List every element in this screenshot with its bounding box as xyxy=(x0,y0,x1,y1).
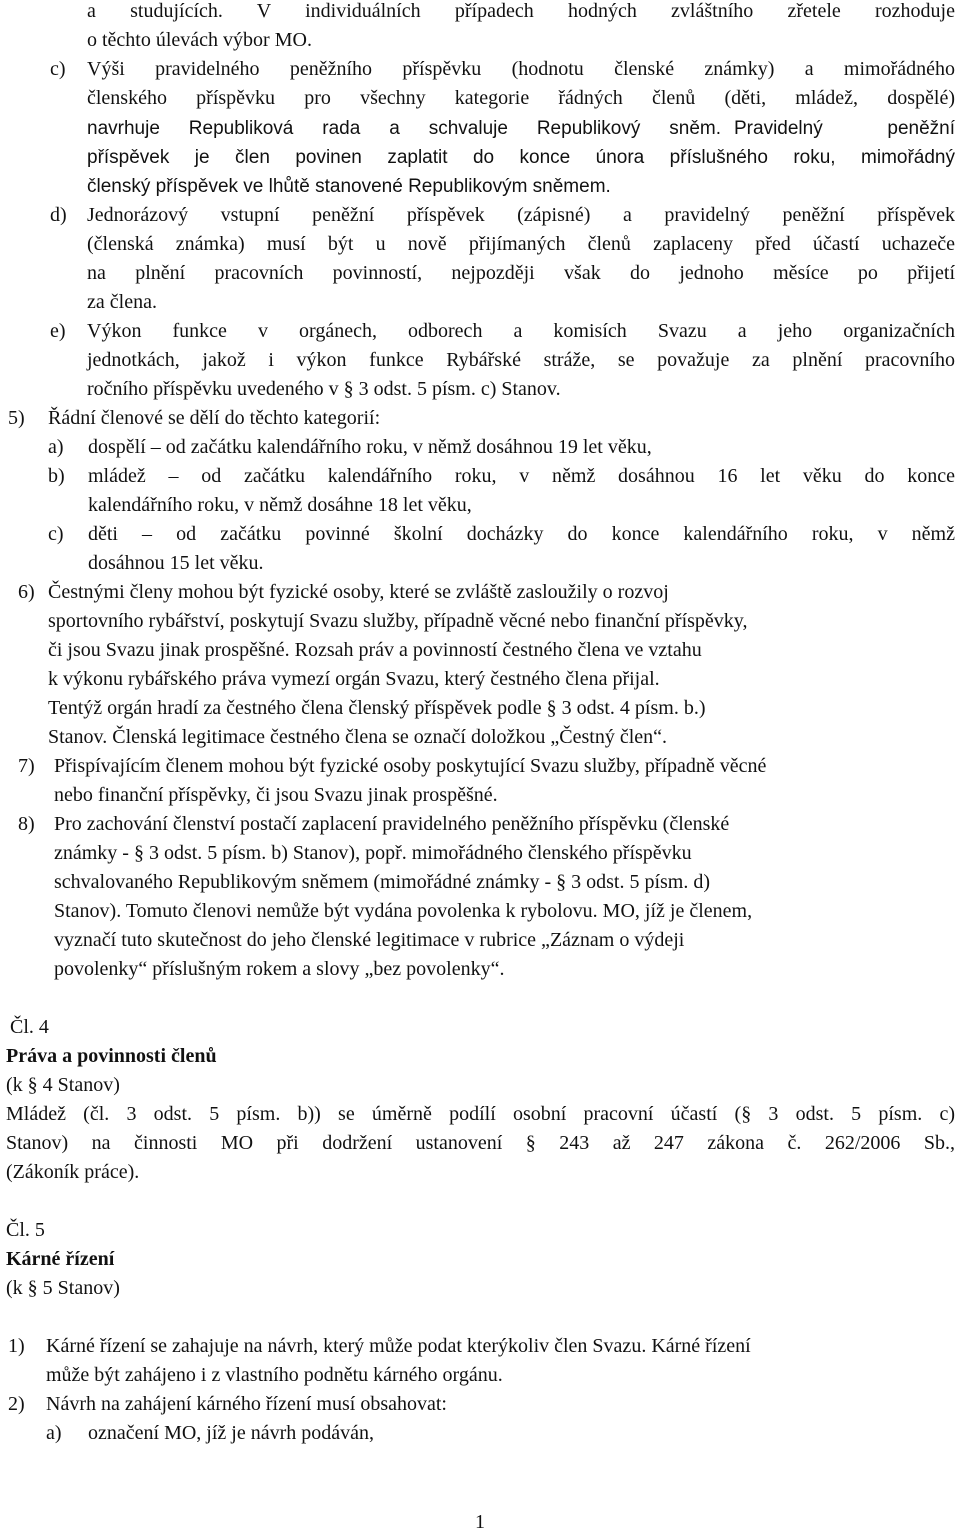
article-5-item-1-line-1: Kárné řízení se zahajuje na návrh, který může podat kterýkoliv člen Svazu. Kárné řízení xyxy=(46,1335,751,1357)
item-d-label: d) xyxy=(50,204,67,226)
item-6-line-1: Čestnými členy mohou být fyzické osoby, které se zvláště zasloužily o rozvoj xyxy=(48,581,669,603)
item-c-label: c) xyxy=(50,58,66,80)
item-6-line-5: Tentýž orgán hradí za čestného člena členský příspěvek podle § 3 odst. 4 písm. b.) xyxy=(48,697,706,719)
article-4-line-1: Mládež (čl. 3 odst. 5 písm. b)) se úměrně podílí osobní pracovní účastí (§ 3 odst. 5 písm. c) xyxy=(6,1103,955,1125)
article-4-number: Čl. 4 xyxy=(10,1016,49,1038)
item-d-line-4: za člena. xyxy=(87,291,157,313)
article-4-reference: (k § 4 Stanov) xyxy=(6,1074,120,1096)
item-5a-label: a) xyxy=(48,436,64,458)
article-4-line-3: (Zákoník práce). xyxy=(6,1161,140,1183)
intro-line-1: a studujících. V individuálních případech hodných zvláštního zřetele rozhoduje xyxy=(87,0,955,22)
item-8-line-2: známky - § 3 odst. 5 písm. b) Stanov), popř. mimořádného členského příspěvku xyxy=(54,842,692,864)
item-8-line-4: Stanov). Tomuto členovi nemůže být vydána povolenka k rybolovu. MO, jíž je členem, xyxy=(54,900,753,922)
article-5-item-2-label: 2) xyxy=(8,1393,25,1415)
article-5-title: Kárné řízení xyxy=(6,1248,115,1270)
item-c-line-3a: navrhuje Republiková rada a schvaluje Republikový sněm. xyxy=(87,118,721,139)
item-c-line-4: příspěvek je člen povinen zaplatit do konce února příslušného roku, mimořádný xyxy=(87,147,955,168)
item-5b-label: b) xyxy=(48,465,65,487)
article-5-number: Čl. 5 xyxy=(6,1219,45,1241)
item-6-line-4: k výkonu rybářského práva vymezí orgán Svazu, který čestného člena přijal. xyxy=(48,668,660,690)
item-7-label: 7) xyxy=(18,755,35,777)
item-e-line-2: jednotkách, jakož i výkon funkce Rybářské stráže, se považuje za plnění pracovního xyxy=(87,349,955,371)
item-d-line-1: Jednorázový vstupní peněžní příspěvek (zápisné) a pravidelný peněžní příspěvek xyxy=(87,204,955,226)
article-5-item-1-line-2: může být zahájeno i z vlastního podnětu kárného orgánu. xyxy=(46,1364,503,1386)
item-8-line-1: Pro zachování členství postačí zaplacení pravidelného peněžního příspěvku (členské xyxy=(54,813,730,835)
item-6-line-6: Stanov. Členská legitimace čestného člena se označí doložkou „Čestný člen“. xyxy=(48,726,668,748)
item-c-line-1: Výši pravidelného peněžního příspěvku (hodnotu členské známky) a mimořádného xyxy=(87,58,955,80)
item-6-line-3: či jsou Svazu jinak prospěšné. Rozsah práv a povinností čestného člena ve vztahu xyxy=(48,639,702,661)
article-5-reference: (k § 5 Stanov) xyxy=(6,1277,120,1299)
item-6-line-2: sportovního rybářství, poskytují Svazu služby, případně věcné nebo finanční příspěvky, xyxy=(48,610,748,632)
item-5c-line-2: dosáhnou 15 let věku. xyxy=(88,552,264,574)
item-5b-line-1: mládež – od začátku kalendářního roku, v němž dosáhnou 16 let věku do konce xyxy=(88,465,955,487)
item-7-line-2: nebo finanční příspěvky, či jsou Svazu jinak prospěšné. xyxy=(54,784,498,806)
article-5-item-1-label: 1) xyxy=(8,1335,25,1357)
item-5-text: Řádní členové se dělí do těchto kategorií: xyxy=(48,407,381,429)
item-c-line-3b: Pravidelný peněžní xyxy=(734,118,955,139)
item-5c-line-1: děti – od začátku povinné školní docházky do konce kalendářního roku, v němž xyxy=(88,523,955,545)
item-5-label: 5) xyxy=(8,407,25,429)
item-8-line-3: schvalovaného Republikovým sněmem (mimořádné známky - § 3 odst. 5 písm. d) xyxy=(54,871,710,893)
article-5-item-2a-label: a) xyxy=(46,1422,62,1444)
item-c-line-5: členský příspěvek ve lhůtě stanovené Republikovým sněmem. xyxy=(87,176,611,197)
item-d-line-3: na plnění pracovních povinností, nejpozději však do jednoho měsíce po přijetí xyxy=(87,262,955,284)
item-d-line-2: (členská známka) musí být u nově přijímaných členů zaplaceny před účastí uchazeče xyxy=(87,233,955,255)
article-5-item-2-line-1: Návrh na zahájení kárného řízení musí obsahovat: xyxy=(46,1393,447,1415)
item-e-label: e) xyxy=(50,320,66,342)
article-4-line-2: Stanov) na činnosti MO při dodržení ustanovení § 243 až 247 zákona č. 262/2006 Sb., xyxy=(6,1132,955,1154)
article-4-title: Práva a povinnosti členů xyxy=(6,1045,217,1067)
item-8-line-6: povolenky“ příslušným rokem a slovy „bez povolenky“. xyxy=(54,958,505,980)
item-e-line-3: ročního příspěvku uvedeného v § 3 odst. 5 písm. c) Stanov. xyxy=(87,378,561,400)
item-5c-label: c) xyxy=(48,523,64,545)
page-number: 1 xyxy=(475,1511,485,1533)
item-5a-line-1: dospělí – od začátku kalendářního roku, v němž dosáhnou 19 let věku, xyxy=(88,436,652,458)
item-6-label: 6) xyxy=(18,581,35,603)
item-e-line-1: Výkon funkce v orgánech, odborech a komisích Svazu a jeho organizačních xyxy=(87,320,955,342)
article-5-item-2a-line-1: označení MO, jíž je návrh podáván, xyxy=(88,1422,375,1444)
item-8-line-5: vyznačí tuto skutečnost do jeho členské legitimace v rubrice „Záznam o výdeji xyxy=(54,929,685,951)
item-8-label: 8) xyxy=(18,813,35,835)
item-5b-line-2: kalendářního roku, v němž dosáhne 18 let věku, xyxy=(88,494,472,516)
intro-line-2: o těchto úlevách výbor MO. xyxy=(87,29,312,51)
item-7-line-1: Přispívajícím členem mohou být fyzické osoby poskytující Svazu služby, případně věcné xyxy=(54,755,767,777)
item-c-line-2: členského příspěvku pro všechny kategorie řádných členů (děti, mládež, dospělé) xyxy=(87,87,955,109)
